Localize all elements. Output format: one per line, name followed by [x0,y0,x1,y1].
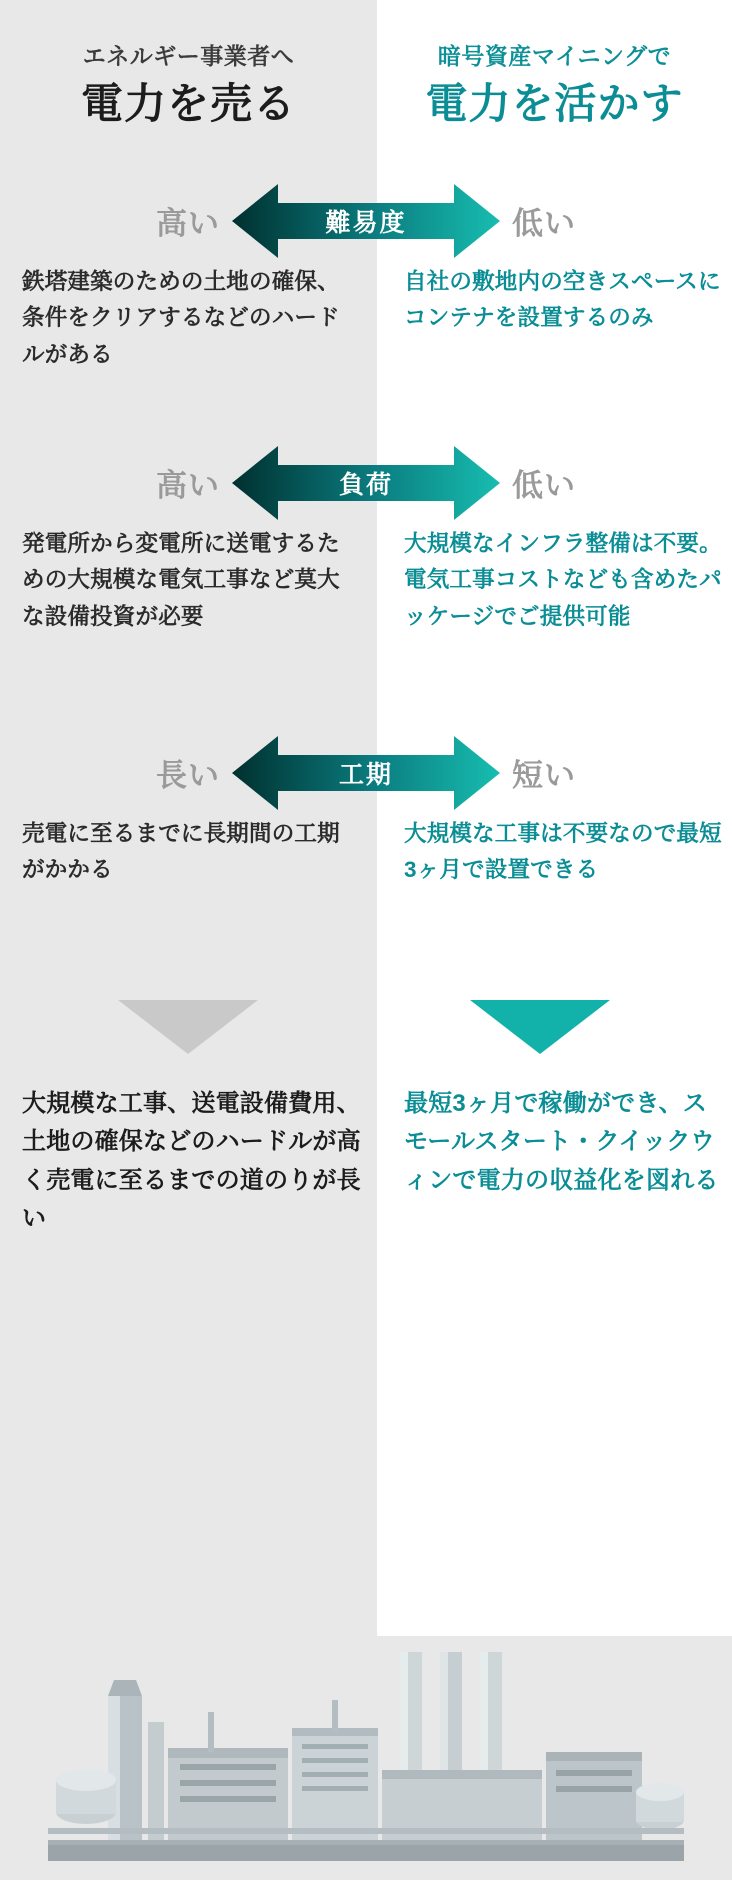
right-header [377,40,732,133]
comparison-block-load [0,440,732,629]
metric-label-duration: 工期 [338,761,393,789]
conclusion-right: 最短3ヶ月で稼働ができ、スモールスタート・クイックウィンで電力の収益化を図れる [404,1090,719,1194]
power-plant-photo [48,1652,684,1874]
right-scale-label-load: 低い [512,468,576,503]
conclusion-left: 大規模な工事、送電設備費用、土地の確保などのハードルが高く売電に至るまでの道のりが長い [22,1090,361,1233]
right-body-duration: 大規模な工事は不要なので最短3ヶ月で設置できる [404,821,722,883]
right-body-load: 大規模なインフラ整備は不要。電気工事コストなども含めたパッケージでご提供可能 [404,531,722,629]
right-scale-label-difficulty: 低い [512,206,576,241]
left-scale-label-load: 高い [156,468,220,503]
right-scale-label-duration: 短い [512,758,576,793]
left-body-load: 発電所から変電所に送電するための大規模な電気工事など莫大な設備投資が必要 [22,531,340,629]
down-arrow-right-icon [470,1000,610,1059]
right-header-title: 電力を活かす [425,80,684,128]
right-header-subtitle: 暗号資産マイニングで [437,43,672,69]
left-header-subtitle: エネルギー事業者へ [82,43,295,69]
footer-photo-band [0,1636,732,1880]
arrow-row-load [0,440,732,526]
metric-label-difficulty: 難易度 [325,209,407,237]
right-body-difficulty: 自社の敷地内の空きスペースにコンテナを設置するのみ [404,269,721,331]
double-arrow-load [232,440,500,526]
header-row [0,0,732,170]
left-header-title: 電力を売る [80,80,296,128]
left-body-difficulty: 鉄塔建築のための土地の確保、条件をクリアするなどのハードルがある [22,269,340,367]
down-arrow-left-icon [118,1000,258,1059]
double-arrow-difficulty [232,178,500,264]
down-arrow-row [0,1000,732,1072]
arrow-row-duration [0,730,732,816]
double-arrow-duration [232,730,500,816]
metric-label-load: 負荷 [338,471,393,499]
left-scale-label-duration: 長い [156,758,220,793]
comparison-block-difficulty [0,178,732,367]
left-header [0,40,377,133]
comparison-block-duration [0,730,732,883]
left-scale-label-difficulty: 高い [156,206,220,241]
left-body-duration: 売電に至るまでに長期間の工期がかかる [22,821,340,883]
arrow-row-difficulty [0,178,732,264]
